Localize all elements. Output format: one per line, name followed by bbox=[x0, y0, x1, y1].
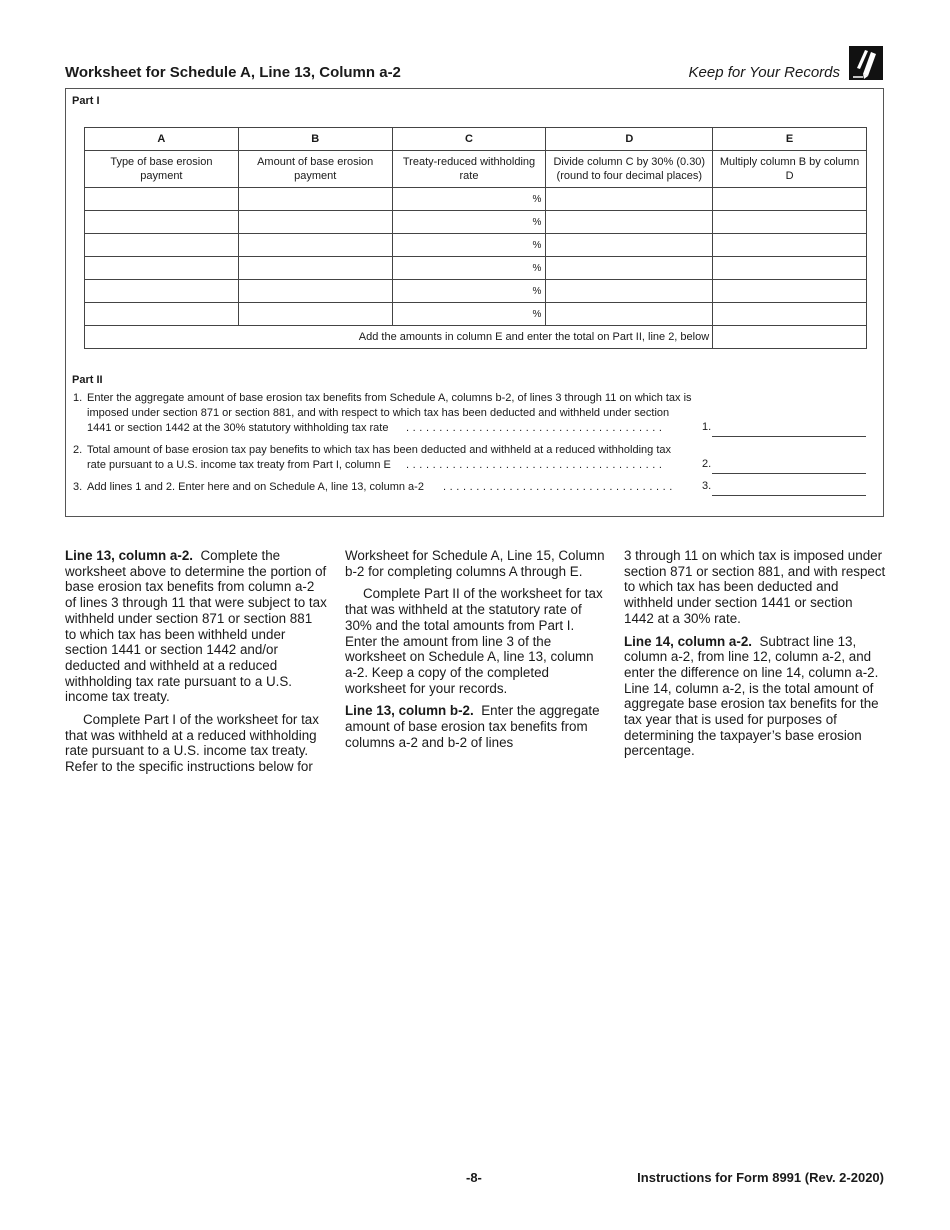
table-row bbox=[85, 257, 867, 280]
cell-d[interactable] bbox=[546, 211, 713, 234]
cell-c[interactable]: % bbox=[392, 303, 546, 326]
cell-d[interactable] bbox=[546, 303, 713, 326]
line1-answer[interactable] bbox=[712, 435, 866, 437]
cell-e[interactable] bbox=[713, 280, 867, 303]
line-number: 3. bbox=[73, 481, 83, 493]
page-number: -8- bbox=[466, 1170, 482, 1185]
cell-e[interactable] bbox=[713, 257, 867, 280]
line2-ref: 2. bbox=[702, 458, 712, 470]
keep-records-note: Keep for Your Records bbox=[688, 64, 840, 81]
cell-b[interactable] bbox=[238, 303, 392, 326]
table-row bbox=[85, 188, 867, 211]
worksheet-box bbox=[65, 88, 884, 517]
cell-a[interactable] bbox=[85, 257, 239, 280]
cell-b[interactable] bbox=[238, 188, 392, 211]
cell-d[interactable] bbox=[546, 234, 713, 257]
text-column-2 bbox=[345, 548, 607, 757]
cell-b[interactable] bbox=[238, 234, 392, 257]
column-letter-row bbox=[85, 128, 867, 151]
cell-d[interactable] bbox=[546, 188, 713, 211]
total-row bbox=[85, 326, 867, 349]
column-description: Amount of base erosion payment bbox=[238, 151, 392, 188]
line2-text-1: Total amount of base erosion tax pay benefits to which tax has been deducted and withheld at a reduced withholding tax bbox=[87, 444, 671, 456]
cell-e[interactable] bbox=[713, 188, 867, 211]
column-description: Multiply column B by column D bbox=[713, 151, 867, 188]
cell-c[interactable]: % bbox=[392, 188, 546, 211]
cell-b[interactable] bbox=[238, 211, 392, 234]
table-row bbox=[85, 303, 867, 326]
total-cell[interactable] bbox=[713, 326, 867, 349]
cell-b[interactable] bbox=[238, 257, 392, 280]
line2-text-2: rate pursuant to a U.S. income tax treaty from Part I, column E bbox=[87, 459, 391, 471]
cell-d[interactable] bbox=[546, 257, 713, 280]
line3-answer[interactable] bbox=[712, 494, 866, 496]
paragraph: Complete Part II of the worksheet for tax that was withheld at the statutory rate of 30% and the total amounts from Part I. Enter the amount from line 3 of the worksheet on Schedule A, line 13, column a-2. Keep a copy of the completed worksheet for your records. bbox=[345, 586, 603, 696]
line-number: 1. bbox=[73, 392, 83, 404]
column-letter: B bbox=[238, 128, 392, 151]
column-letter: D bbox=[546, 128, 713, 151]
paragraph-heading: Line 13, column b-2. bbox=[345, 703, 474, 719]
paragraph-heading: Line 13, column a-2. bbox=[65, 548, 193, 563]
paragraph: Complete Part I of the worksheet for tax that was withheld at a reduced withholding rate pursuant to a U.S. income tax treaty. Refer to the specific instructions below for bbox=[65, 712, 319, 775]
table-row bbox=[85, 211, 867, 234]
total-label: Add the amounts in column E and enter the total on Part II, line 2, below bbox=[85, 326, 713, 349]
leader-dots: ....................................... bbox=[406, 459, 666, 471]
part2-line1 bbox=[73, 391, 873, 435]
cell-e[interactable] bbox=[713, 211, 867, 234]
paragraph bbox=[624, 634, 886, 760]
line1-text-3: 1441 or section 1442 at the 30% statutory withholding tax rate bbox=[87, 422, 389, 434]
paragraph bbox=[65, 548, 327, 705]
paragraph-text: Complete the worksheet above to determine the portion of base erosion tax benefits from column a-2 of lines 3 through 11 that were subject to tax withheld under section 871 or section 881 to which tax has been withheld under section 1441 or section 1442 and/or deducted and withheld at a reduced withholding tax rate pursuant to a U.S. income tax treaty. bbox=[65, 548, 327, 705]
paragraph-text: Subtract line 13, column a-2, from line 12, column a-2, and enter the difference on line 14, column a-2. Line 14, column a-2, is the total amount of aggregate base erosion tax benefits for the tax year that is used for purposes of determining the taxpayer’s base erosion percentage. bbox=[624, 633, 879, 759]
cell-d[interactable] bbox=[546, 280, 713, 303]
part1-label: Part I bbox=[72, 95, 100, 107]
paragraph-heading: Line 14, column a-2. bbox=[624, 633, 752, 649]
line1-ref: 1. bbox=[702, 421, 712, 433]
column-description-row bbox=[85, 151, 867, 188]
cell-a[interactable] bbox=[85, 303, 239, 326]
part2-line2 bbox=[73, 443, 873, 473]
cell-a[interactable] bbox=[85, 188, 239, 211]
cell-c[interactable]: % bbox=[392, 280, 546, 303]
cell-e[interactable] bbox=[713, 303, 867, 326]
cell-a[interactable] bbox=[85, 211, 239, 234]
line3-text: Add lines 1 and 2. Enter here and on Schedule A, line 13, column a-2 bbox=[87, 481, 424, 493]
cell-a[interactable] bbox=[85, 234, 239, 257]
column-letter: C bbox=[392, 128, 546, 151]
form-reference: Instructions for Form 8991 (Rev. 2-2020) bbox=[637, 1170, 884, 1185]
line1-text-2: imposed under section 871 or section 881, and with respect to which tax has been deducted and withheld under section bbox=[87, 407, 670, 419]
column-description: Type of base erosion payment bbox=[85, 151, 239, 188]
text-column-1 bbox=[65, 548, 327, 782]
cell-c[interactable]: % bbox=[392, 257, 546, 280]
cell-a[interactable] bbox=[85, 280, 239, 303]
cell-c[interactable]: % bbox=[392, 234, 546, 257]
line2-answer[interactable] bbox=[712, 472, 866, 474]
part2-label: Part II bbox=[72, 374, 103, 386]
paragraph: Worksheet for Schedule A, Line 15, Column b-2 for completing columns A through E. bbox=[345, 548, 605, 579]
pen-icon bbox=[849, 46, 883, 80]
line3-ref: 3. bbox=[702, 480, 712, 492]
leader-dots: ................................... bbox=[443, 481, 676, 493]
column-description: Divide column C by 30% (0.30) (round to four decimal places) bbox=[546, 151, 713, 188]
table-row bbox=[85, 280, 867, 303]
cell-c[interactable]: % bbox=[392, 211, 546, 234]
part1-table bbox=[84, 127, 867, 349]
text-column-3 bbox=[624, 548, 886, 766]
column-letter: E bbox=[713, 128, 867, 151]
paragraph bbox=[345, 703, 607, 750]
paragraph: 3 through 11 on which tax is imposed under section 871 or section 881, and with respect to which tax has been deducted and withheld under section 1441 or section 1442 at a 30% rate. bbox=[624, 548, 886, 626]
column-description: Treaty-reduced withholding rate bbox=[392, 151, 546, 188]
line-number: 2. bbox=[73, 444, 83, 456]
cell-b[interactable] bbox=[238, 280, 392, 303]
line1-text-1: Enter the aggregate amount of base erosion tax benefits from Schedule A, columns b-2, of lines 3 through 11 on which tax is bbox=[87, 392, 692, 404]
leader-dots: ....................................... bbox=[406, 422, 666, 434]
column-letter: A bbox=[85, 128, 239, 151]
cell-e[interactable] bbox=[713, 234, 867, 257]
table-row bbox=[85, 234, 867, 257]
paragraph-text: Enter the aggregate amount of base erosion tax benefits from columns a-2 and b-2 of lines bbox=[345, 703, 600, 750]
worksheet-title: Worksheet for Schedule A, Line 13, Column a-2 bbox=[65, 64, 401, 81]
